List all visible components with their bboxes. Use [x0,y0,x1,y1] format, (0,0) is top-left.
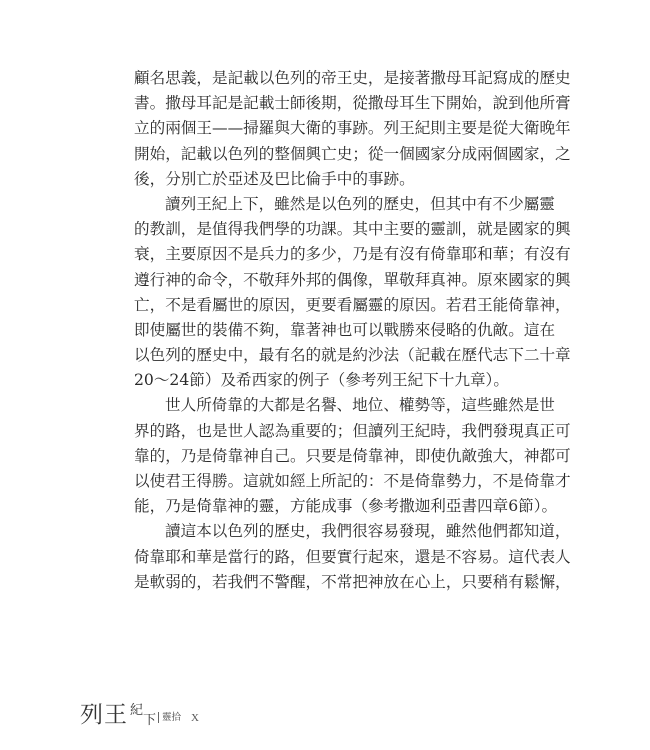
text-line: 讀列王紀上下，雖然是以色列的歷史，但其中有不少屬靈 [165,194,555,213]
body-text [134,66,571,595]
text-line: 亡，不是看屬世的原因，更要看屬靈的原因。若君王能倚靠神， [134,295,571,314]
text-line: 以色列的歷史中，最有名的就是約沙法（記載在歷代志下二十章 [134,346,571,365]
text-line: 的教訓，是值得我們學的功課。其中主要的靈訓，就是國家的興 [134,220,571,239]
text-line: 即使屬世的裝備不夠，靠著神也可以戰勝來侵略的仇敵。這在 [134,320,556,339]
text-line: 遵行神的命令，不敬拜外邦的偶像，單敬拜真神。原來國家的興 [134,270,571,289]
book-title-sup: 紀 [130,703,144,718]
text-line: 後，分別亡於亞述及巴比倫手中的事跡。 [134,169,415,188]
footer-divider [158,712,159,723]
text-line: 20～24節）及希西家的例子（參考列王紀下十九章）。 [134,371,509,390]
book-title-main: 列王 [80,702,128,728]
text-line: 書。撒母耳記是記載士師後期，從撒母耳生下開始，說到他所膏 [134,94,571,113]
text-line: 是軟弱的，若我們不警醒，不常把神放在心上，只要稍有鬆懈， [134,572,571,591]
page-footer [80,698,199,728]
text-line: 衰，主要原因不是兵力的多少，乃是有沒有倚靠耶和華；有沒有 [134,245,571,264]
text-line: 能，乃是倚靠神的靈，方能成事（參考撒迦利亞書四章6節）。 [134,497,558,516]
text-line: 世人所倚靠的大都是名譽、地位、權勢等，這些雖然是世 [165,396,555,415]
text-line: 開始，記載以色列的整個興亡史；從一個國家分成兩個國家，之 [134,144,571,163]
section-label: 靈拾 [162,712,182,723]
book-title-sub: 下 [143,713,157,728]
text-line: 靠的，乃是倚靠神自己。只要是倚靠神，即使仇敵強大，神都可 [134,446,571,465]
page-number: X [191,712,199,724]
text-line: 顧名思義，是記載以色列的帝王史，是接著撒母耳記寫成的歷史 [134,69,571,87]
text-line: 界的路，也是世人認為重要的；但讀列王紀時，我們發現真正可 [134,421,571,440]
text-line: 立的兩個王——掃羅與大衛的事跡。列王紀則主要是從大衛晚年 [134,119,571,138]
text-line: 倚靠耶和華是當行的路，但要實行起來，還是不容易。這代表人 [134,547,571,566]
text-line: 讀這本以色列的歷史，我們很容易發現，雖然他們都知道， [165,522,571,541]
text-line: 以使君王得勝。這就如經上所記的：不是倚靠勢力，不是倚靠才 [134,472,571,490]
